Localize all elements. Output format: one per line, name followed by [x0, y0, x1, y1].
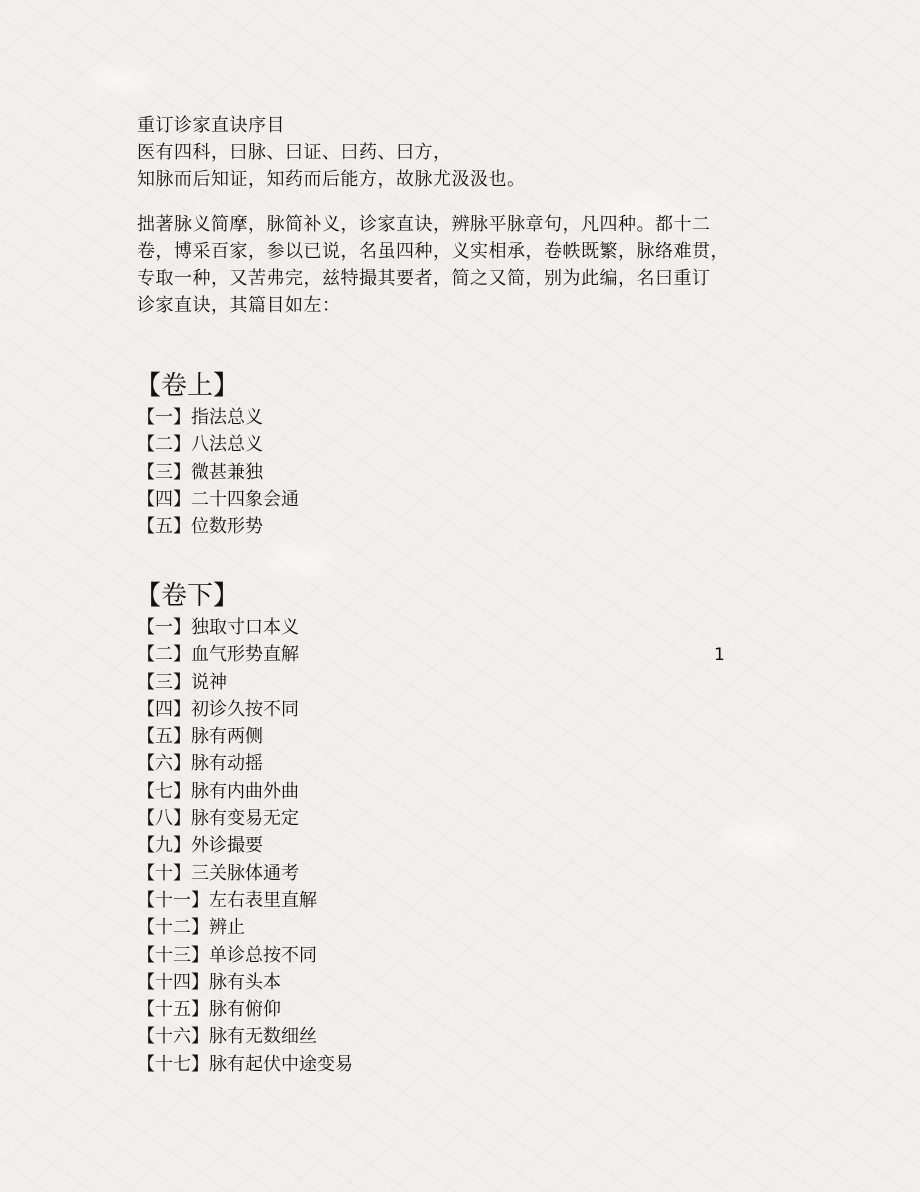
chapter-number: 【二】: [137, 434, 191, 456]
paragraph-gap: [137, 193, 777, 211]
chapter-title: 三关脉体通考: [191, 862, 299, 884]
chapter-item: [137, 778, 637, 805]
chapter-item: [137, 696, 637, 723]
chapter-item: [137, 914, 637, 941]
chapter-item: [137, 404, 637, 431]
chapter-item: [137, 832, 637, 859]
volume-title: 【卷下】: [135, 581, 240, 611]
chapter-number: 【十七】: [137, 1053, 209, 1075]
chapter-list: [137, 404, 637, 540]
preface-paragraph-line: 卷，博采百家，参以已说，名虽四种，义实相承，卷帙既繁，脉络难贯，: [137, 241, 729, 262]
chapter-number: 【十一】: [137, 889, 209, 911]
chapter-title: 脉有头本: [209, 971, 281, 993]
chapter-title: 脉有无数细丝: [209, 1026, 317, 1048]
chapter-number: 【七】: [137, 780, 191, 802]
preface-line: 知脉而后知证，知药而后能方，故脉尤汲汲也。: [137, 169, 526, 190]
chapter-item: [137, 486, 637, 513]
chapter-title: 辨止: [209, 917, 245, 939]
chapter-item: [137, 996, 637, 1023]
chapter-item: [137, 723, 637, 750]
chapter-number: 【三】: [137, 461, 191, 483]
chapter-number: 【二】: [137, 644, 191, 666]
chapter-title: 初诊久按不同: [191, 698, 299, 720]
chapter-item: [137, 1023, 637, 1050]
chapter-title: 脉有起伏中途变易: [209, 1053, 353, 1075]
chapter-item: [137, 669, 637, 696]
chapter-title: 位数形势: [191, 516, 263, 538]
chapter-item: [137, 641, 637, 668]
chapter-title: 指法总义: [191, 407, 263, 428]
chapter-item: [137, 513, 637, 540]
chapter-title: 血气形势直解: [191, 644, 299, 666]
chapter-number: 【五】: [137, 726, 191, 748]
chapter-number: 【十二】: [137, 917, 209, 939]
chapter-title: 脉有俯仰: [209, 999, 281, 1021]
chapter-number: 【四】: [137, 698, 191, 720]
chapter-item: [137, 887, 637, 914]
chapter-list: [137, 614, 637, 1078]
chapter-number: 【九】: [137, 835, 191, 857]
chapter-title: 脉有内曲外曲: [191, 780, 299, 802]
chapter-title: 脉有变易无定: [191, 808, 299, 830]
chapter-item: [137, 805, 637, 832]
chapter-item: [137, 459, 637, 486]
chapter-title: 左右表里直解: [209, 889, 317, 911]
chapter-number: 【一】: [137, 407, 191, 428]
chapter-number: 【十三】: [137, 944, 209, 966]
volume-lower: [137, 578, 637, 1078]
volume-title: 【卷上】: [135, 371, 240, 401]
chapter-number: 【四】: [137, 488, 191, 510]
page-number: 1: [714, 645, 725, 665]
chapter-number: 【十四】: [137, 971, 209, 993]
preface-heading: 重订诊家直诀序目: [137, 115, 285, 136]
chapter-item: [137, 942, 637, 969]
volume-upper: [137, 368, 637, 540]
preface-paragraph-line: 诊家直诀，其篇目如左：: [137, 295, 341, 316]
chapter-number: 【十五】: [137, 999, 209, 1021]
chapter-number: 【三】: [137, 671, 191, 693]
chapter-number: 【一】: [137, 617, 191, 638]
chapter-number: 【六】: [137, 753, 191, 775]
preface-line: 医有四科，曰脉、曰证、曰药、曰方，: [137, 142, 452, 163]
preface-paragraph-line: 专取一种，又苦弗完，兹特撮其要者，简之又简，别为此编，名曰重订: [137, 268, 711, 289]
chapter-title: 独取寸口本义: [191, 617, 299, 638]
chapter-item: [137, 969, 637, 996]
chapter-title: 说神: [191, 671, 227, 693]
chapter-number: 【五】: [137, 516, 191, 538]
chapter-item: [137, 750, 637, 777]
chapter-title: 外诊撮要: [191, 835, 263, 857]
chapter-item: [137, 431, 637, 458]
chapter-title: 微甚兼独: [191, 461, 263, 483]
preface: [137, 112, 777, 319]
chapter-number: 【八】: [137, 808, 191, 830]
chapter-number: 【十】: [137, 862, 191, 884]
chapter-title: 脉有两侧: [191, 726, 263, 748]
chapter-title: 八法总义: [191, 434, 263, 456]
chapter-item: [137, 860, 637, 887]
chapter-item: [137, 614, 637, 641]
chapter-title: 二十四象会通: [191, 488, 299, 510]
chapter-title: 脉有动摇: [191, 753, 263, 775]
preface-paragraph-line: 拙著脉义简摩，脉简补义，诊家直诀，辨脉平脉章句，凡四种。都十二: [137, 214, 711, 235]
chapter-number: 【十六】: [137, 1026, 209, 1048]
chapter-item: [137, 1051, 637, 1078]
chapter-title: 单诊总按不同: [209, 944, 317, 966]
